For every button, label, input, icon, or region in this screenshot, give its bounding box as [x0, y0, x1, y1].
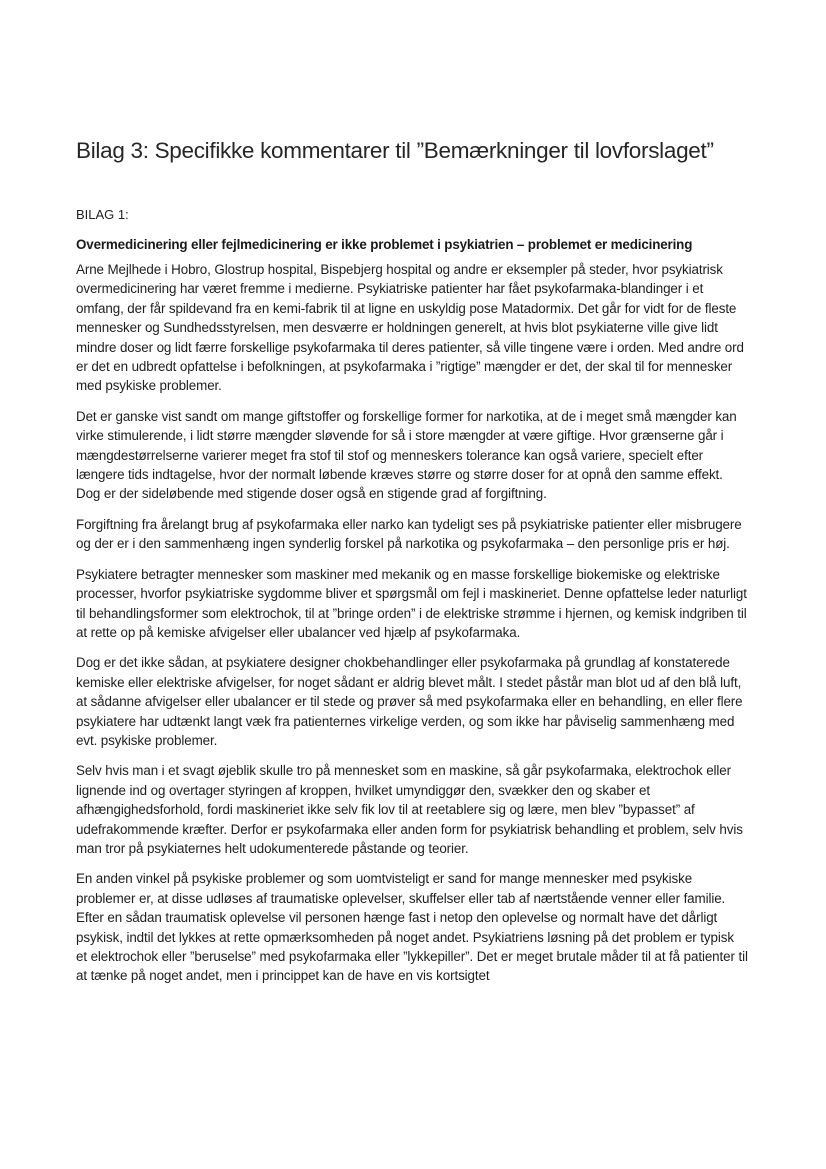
section-heading: Overmedicinering eller fejlmedicinering er ikke problemet i psykiatrien – problemet er medicinering: [76, 237, 693, 252]
appendix-label: BILAG 1:: [76, 207, 129, 222]
paragraph-2: Det er ganske vist sandt om mange giftstoffer og forskellige former for narkotika, at de i meget små mængder kan virke stimulerende, i lidt større mængder sløvende for så i store mængder at være giftige. Hvor grænserne går i mængdestørrelserne varierer meget fra stof til stof og menneskers tolerance kan også variere, specielt efter længere tids indtagelse, hvor der normalt løbende kræves større og større doser for at opnå den samme effekt. Dog er der sideløbende med stigende doser også en stigende grad af forgiftning.: [76, 408, 737, 502]
paragraph-6: Selv hvis man i et svagt øjeblik skulle tro på mennesket som en maskine, så går psykofarmaka, elektrochok eller lignende ind og overtager styringen af kroppen, hvilket umyndiggør den, svækker den og skaber et afhængighedsforhold, fordi maskineriet ikke selv fik lov til at reetablere sig og lære, men blev ”bypasset” af udefrakommende kræfter. Derfor er psykofarmaka eller anden form for psykiatrisk behandling et problem, selv hvis man tror på psykiaternes helt udokumenterede påstande og teorier.: [76, 763, 743, 856]
paragraph-7: En anden vinkel på psykiske problemer og som uomtvisteligt er sand for mange mennesker med psykiske problemer er, at disse udløses af traumatiske oplevelser, skuffelser eller tab af nærtstående venner eller familie. Efter en sådan traumatisk oplevelse vil personen hænge fast i netop den oplevelse og normalt have det dårligt psykisk, indtil det lykkes at rette opmærksomheden på noget andet. Psykiatriens løsning på det problem er typisk et elektrochok eller ”beruselse” med psykofarmaka eller ”lykkepiller”. Det er meget brutale måder til at få patienter til at tænke på noget andet, men i princippet kan de have en vis kortsigtet: [76, 871, 748, 984]
paragraph-4: Psykiatere betragter mennesker som maskiner med mekanik og en masse forskellige biokemiske og elektriske processer, hvorfor psykiatriske sygdomme bliver et spørgsmål om fejl i maskineriet. Denne opfattelse leder naturligt til behandlingsformer som elektrochok, til at ”bringe orden” i de elektriske strømme i hjernen, og kemisk indgriben til at rette op på kemiske afvigelser eller ubalancer ved hjælp af psykofarmaka.: [76, 566, 747, 640]
paragraph-3: Forgiftning fra årelangt brug af psykofarmaka eller narko kan tydeligt ses på psykiatriske patienter eller misbrugere og der er i den sammenhæng ingen synderlig forskel på narkotika og psykofarmaka – den personlige pris er høj.: [76, 516, 742, 552]
paragraph-5: Dog er det ikke sådan, at psykiatere designer chokbehandlinger eller psykofarmaka på grundlag af konstaterede kemiske eller elektriske afvigelser, for noget sådant er aldrig blevet målt. I stedet påstår man blot ud af den blå luft, at sådanne afvigelser eller ubalancer er til stede og prøver så med psykofarmaka eller en behandling, en eller flere psykiatere har udtænkt langt væk fra patienternes virkelige verden, og som ikke har påviselig sammenhæng med evt. psykiske problemer.: [76, 655, 743, 748]
document-page: [76, 138, 748, 997]
document-title: Bilag 3: Specifikke kommentarer til ”Bemærkninger til lovforslaget”: [76, 138, 714, 163]
paragraph-1: Arne Mejlhede i Hobro, Glostrup hospital, Bispebjerg hospital og andre er eksempler på steder, hvor psykiatrisk overmedicinering har været fremme i medierne. Psykiatriske patienter har fået psykofarmaka-blandinger i et omfang, der får spildevand fra en kemi-fabrik til at ligne en uskyldig pose Matadormix. Det går for vidt for de fleste mennesker og Sundhedsstyrelsen, men desværre er holdningen generelt, at hvis blot psykiaterne ville give lidt mindre doser og lidt færre forskellige psykofarmaka til deres patienter, så ville tingene være i orden. Med andre ord er det en udbredt opfattelse i befolkningen, at psykofarmaka i ”rigtige” mængder er det, der skal til for mennesker med psykiske problemer.: [76, 262, 744, 394]
